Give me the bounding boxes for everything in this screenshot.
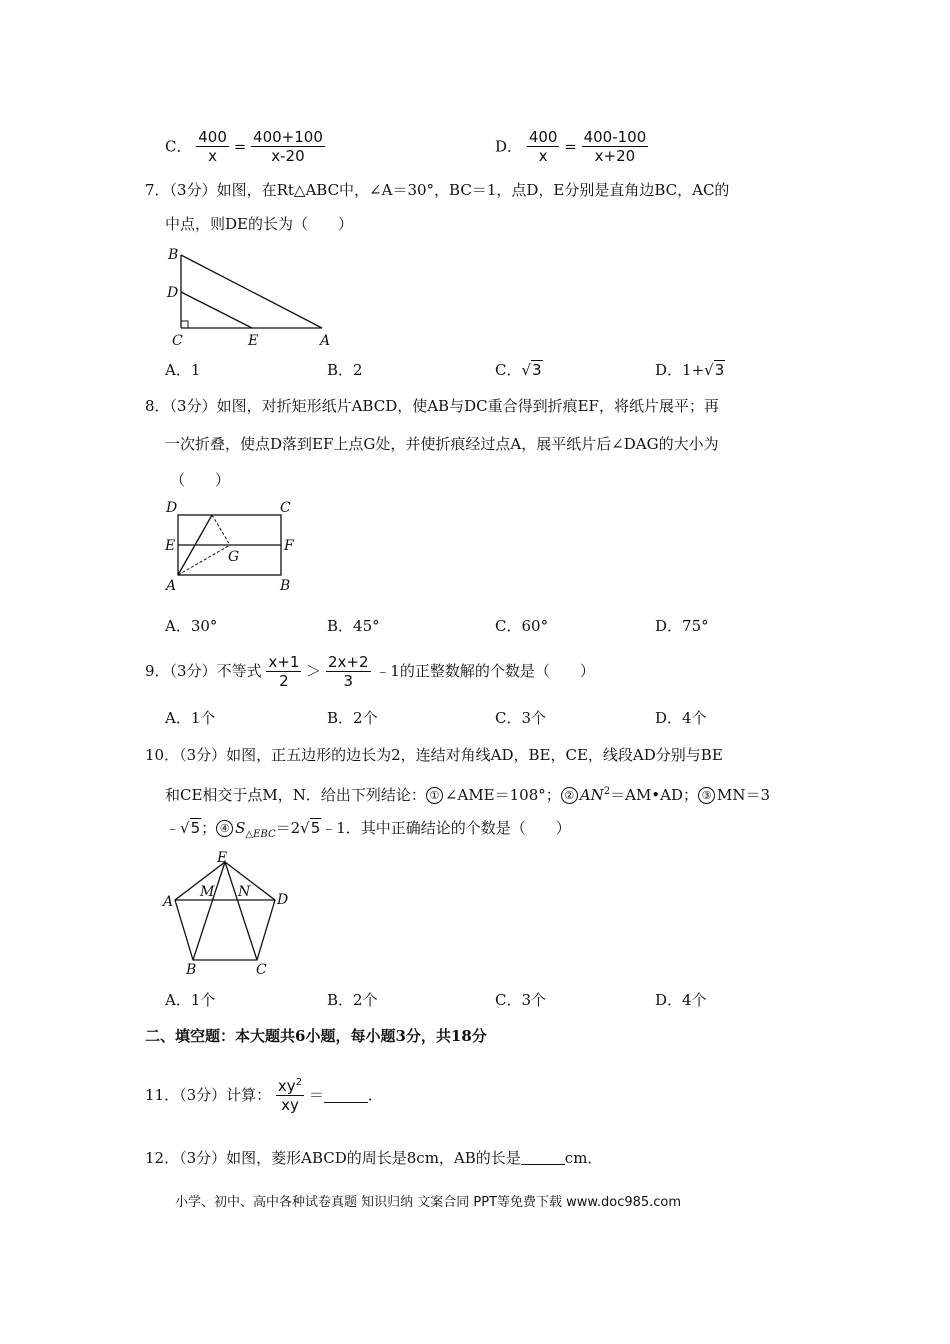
q9-option-d: D．4个: [655, 709, 707, 727]
q12-stem: 12．（3分）如图，菱形ABCD的周长是8cm，AB的长是 cm．: [145, 1149, 603, 1167]
label-c: C: [256, 962, 267, 978]
q10-option-b: B．2个: [327, 991, 378, 1009]
label-e: E: [248, 333, 259, 349]
pentagon: [175, 862, 275, 960]
fraction: $\frac{x+1}{2}$: [268, 652, 300, 690]
label-e: E: [217, 850, 228, 866]
sqrt: √3: [521, 361, 542, 379]
q10-pentagon-figure: [160, 848, 300, 978]
q8-line2: 一次折叠，使点D落到EF上点G处，并使折痕经过点A，展平纸片后∠DAG的大小为: [165, 435, 719, 453]
q7-option-b: B．2: [327, 361, 363, 379]
footer-text: 小学、初中、高中各种试卷真题 知识归纳 文案合同 PPT等免费下载 www.doc985.com: [175, 1195, 682, 1210]
q6-option-d: [495, 128, 648, 165]
answer-blank: [521, 1150, 565, 1165]
label-d: D: [167, 285, 179, 301]
equals-sign: =: [233, 137, 247, 156]
label-c: C: [280, 500, 291, 516]
equals-sign: =: [564, 137, 577, 156]
q10-line3: ﹣√5； ④ $S_{\triangle EBC}=2√5﹣1$．其中正确结论的个数是（ ）: [165, 819, 571, 840]
q9-stem: 9．（3分）不等式 $\frac{x+1}{2}$ ＞ $\frac{2x+2}{3}$ ﹣1的正整数解的个数是（ ）: [145, 652, 595, 690]
label-a: A: [320, 333, 331, 349]
q8-rectangle-figure: [160, 497, 310, 597]
q7-option-c: C．√3: [495, 361, 542, 379]
label-d: D: [166, 500, 178, 516]
q7-option-a: A．1: [165, 361, 201, 379]
q6-option-c: [165, 128, 325, 165]
label-m: M: [200, 884, 215, 900]
fraction: $\frac{2x+2}{3}$: [327, 652, 369, 690]
fraction: $\frac{400}{x}$: [528, 128, 558, 165]
fraction: $\frac{xy^2}{xy}$: [277, 1076, 303, 1114]
diagonal-ce: [225, 862, 257, 960]
q10-line2: 和CE相交于点M，N．给出下列结论： ① ∠AME＝108°； ② $AN^2=AM•AD$； ③ MN＝3: [165, 786, 771, 804]
label-b: B: [280, 578, 291, 594]
label-e: E: [165, 538, 176, 554]
label-a: A: [166, 578, 177, 594]
q11-stem: 11．（3分）计算： $\frac{xy^2}{xy}$ ＝ ．: [145, 1076, 383, 1114]
option-label: C．: [165, 137, 192, 156]
q8-option-d: D．75°: [655, 617, 709, 635]
q8-option-b: B．45°: [327, 617, 380, 635]
sqrt: √3: [704, 361, 725, 379]
q7-triangle-figure: [160, 245, 340, 350]
label-b: B: [168, 247, 179, 263]
q7-line2: 中点，则DE的长为（ ）: [165, 215, 353, 233]
segment-g-fold: [212, 515, 230, 545]
section-heading: 二、填空题：本大题共6小题，每小题3分，共18分: [145, 1027, 487, 1045]
q10-option-d: D．4个: [655, 991, 707, 1009]
label-a: A: [163, 894, 174, 910]
q8-option-a: A．30°: [165, 617, 218, 635]
q10-option-a: A．1个: [165, 991, 216, 1009]
q8-line3: （ ）: [170, 471, 231, 489]
q7-line1: 7．（3分）如图，在Rt△ABC中，∠A＝30°，BC＝1，点D，E分别是直角边BC，AC的: [145, 181, 730, 199]
q8-line1: 8．（3分）如图，对折矩形纸片ABCD，使AB与DC重合得到折痕EF，将纸片展平；再: [145, 397, 719, 415]
segment-de: [181, 292, 252, 328]
segment-ba: [181, 255, 322, 328]
q10-option-c: C．3个: [495, 991, 547, 1009]
q7-option-d: D．1+√3: [655, 361, 725, 379]
label-g: G: [228, 549, 240, 565]
fraction: $\frac{400+100}{x-20}$: [253, 128, 323, 165]
q9-option-c: C．3个: [495, 709, 547, 727]
diagonal-be: [193, 862, 225, 960]
q9-option-a: A．1个: [165, 709, 216, 727]
right-angle-mark: [181, 321, 188, 328]
label-d: D: [277, 892, 289, 908]
fraction: $\frac{400-100}{x+20}$: [583, 128, 647, 165]
fraction: $\frac{400}{x}$: [198, 128, 227, 165]
q10-line1: 10．（3分）如图，正五边形的边长为2，连结对角线AD，BE，CE，线段AD分别与BE: [145, 746, 723, 764]
label-f: F: [284, 538, 294, 554]
answer-blank: [324, 1088, 368, 1103]
q9-option-b: B．2个: [327, 709, 378, 727]
label-b: B: [186, 962, 197, 978]
label-c: C: [172, 333, 183, 349]
option-label: D．: [495, 137, 523, 156]
label-n: N: [238, 884, 251, 900]
q8-option-c: C．60°: [495, 617, 549, 635]
